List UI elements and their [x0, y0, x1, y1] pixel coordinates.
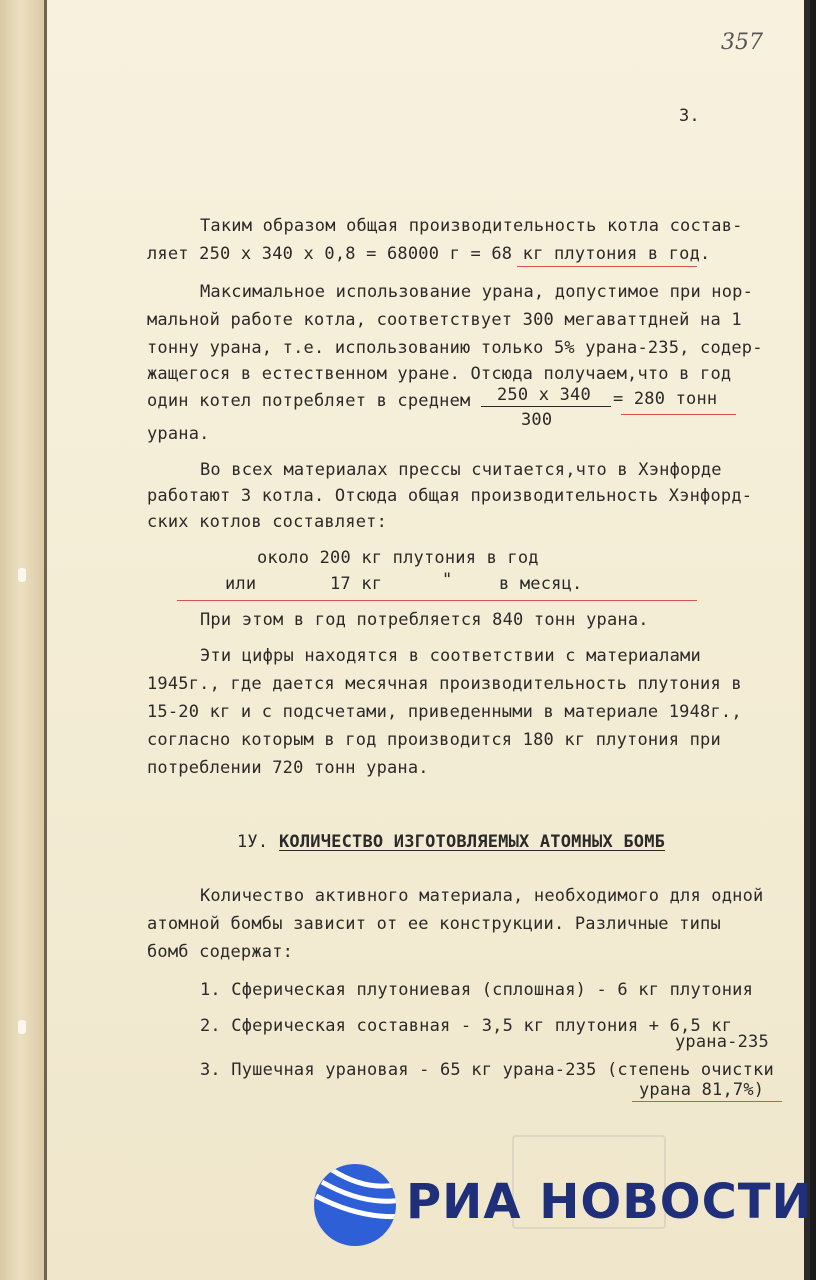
text-line: работают 3 котла. Отсюда общая производительность Хэнфорд-	[147, 486, 753, 506]
text-line: Таким образом общая производительность котла состав-	[200, 216, 743, 236]
archive-number: 357	[721, 30, 763, 55]
text-line: Количество активного материала, необходимого для одной	[200, 886, 764, 906]
list-item: 3. Пушечная урановая - 65 кг урана-235 (степень очистки	[200, 1060, 774, 1080]
text-line: При этом в год потребляется 840 тонн урана.	[200, 610, 649, 630]
fraction-bar	[481, 406, 611, 407]
text-line: один котел потребляет в среднем	[147, 391, 471, 411]
ditto-mark: "	[442, 570, 453, 590]
estimate-month-unit: в месяц.	[499, 574, 583, 594]
text-line: 15-20 кг и с подсчетами, приведенными в материале 1948г.,	[147, 702, 742, 722]
estimate-line: около 200 кг плутония в год	[257, 548, 539, 568]
text-line: урана.	[147, 424, 210, 444]
text-line: потреблении 720 тонн урана.	[147, 758, 429, 778]
ria-novosti-logo-icon	[312, 1162, 398, 1248]
text-line: мальной работе котла, соответствует 300 мегаваттдней на 1	[147, 310, 742, 330]
estimate-or: или	[225, 574, 257, 594]
text-line: тонну урана, т.е. использованию только 5% урана-235, содер-	[147, 338, 763, 358]
document-page	[47, 0, 810, 1280]
red-pencil-underline	[177, 600, 697, 601]
red-pencil-underline	[632, 1101, 782, 1102]
text-line: 1945г., где дается месячная производительность плутония в	[147, 674, 742, 694]
scan-edge	[804, 0, 810, 1280]
text-line: ских котлов составляет:	[147, 512, 388, 532]
estimate-month-value: 17 кг	[330, 574, 383, 594]
section-number: 1У.	[237, 832, 269, 852]
text-line: жащегося в естественном уране. Отсюда получаем,что в год	[147, 364, 732, 384]
text-line: атомной бомбы зависит от ее конструкции. Различные типы	[147, 914, 721, 934]
binding-edge	[0, 0, 46, 1280]
punch-hole	[18, 1020, 26, 1034]
list-item-continuation: урана-235	[675, 1032, 769, 1052]
text-line: согласно которым в год производится 180 кг плутония при	[147, 730, 721, 750]
fraction-numerator: 250 х 340	[497, 385, 591, 405]
text-line: Максимальное использование урана, допустимое при нор-	[200, 282, 754, 302]
section-title: КОЛИЧЕСТВО ИЗГОТОВЛЯЕМЫХ АТОМНЫХ БОМБ	[279, 832, 666, 852]
punch-hole	[18, 568, 26, 582]
text-line: Во всех материалах прессы считается,что в Хэнфорде	[200, 460, 722, 480]
red-pencil-underline	[517, 266, 697, 267]
red-pencil-underline	[621, 414, 736, 415]
text-line: бомб содержат:	[147, 942, 294, 962]
fraction-denominator: 300	[521, 410, 553, 430]
page-number: 3.	[679, 106, 700, 126]
list-item: 2. Сферическая составная - 3,5 кг плутония + 6,5 кг	[200, 1016, 733, 1036]
list-item-continuation: урана 81,7%)	[639, 1080, 765, 1100]
watermark-brand: РИА НОВОСТИ	[406, 1174, 813, 1230]
list-item: 1. Сферическая плутониевая (сплошная) - 6 кг плутония	[200, 980, 754, 1000]
text-line: ляет 250 х 340 х 0,8 = 68000 г = 68 кг плутония в год.	[147, 244, 711, 264]
text-line: Эти цифры находятся в соответствии с материалами	[200, 646, 701, 666]
fraction-result: = 280 тонн	[613, 389, 718, 409]
